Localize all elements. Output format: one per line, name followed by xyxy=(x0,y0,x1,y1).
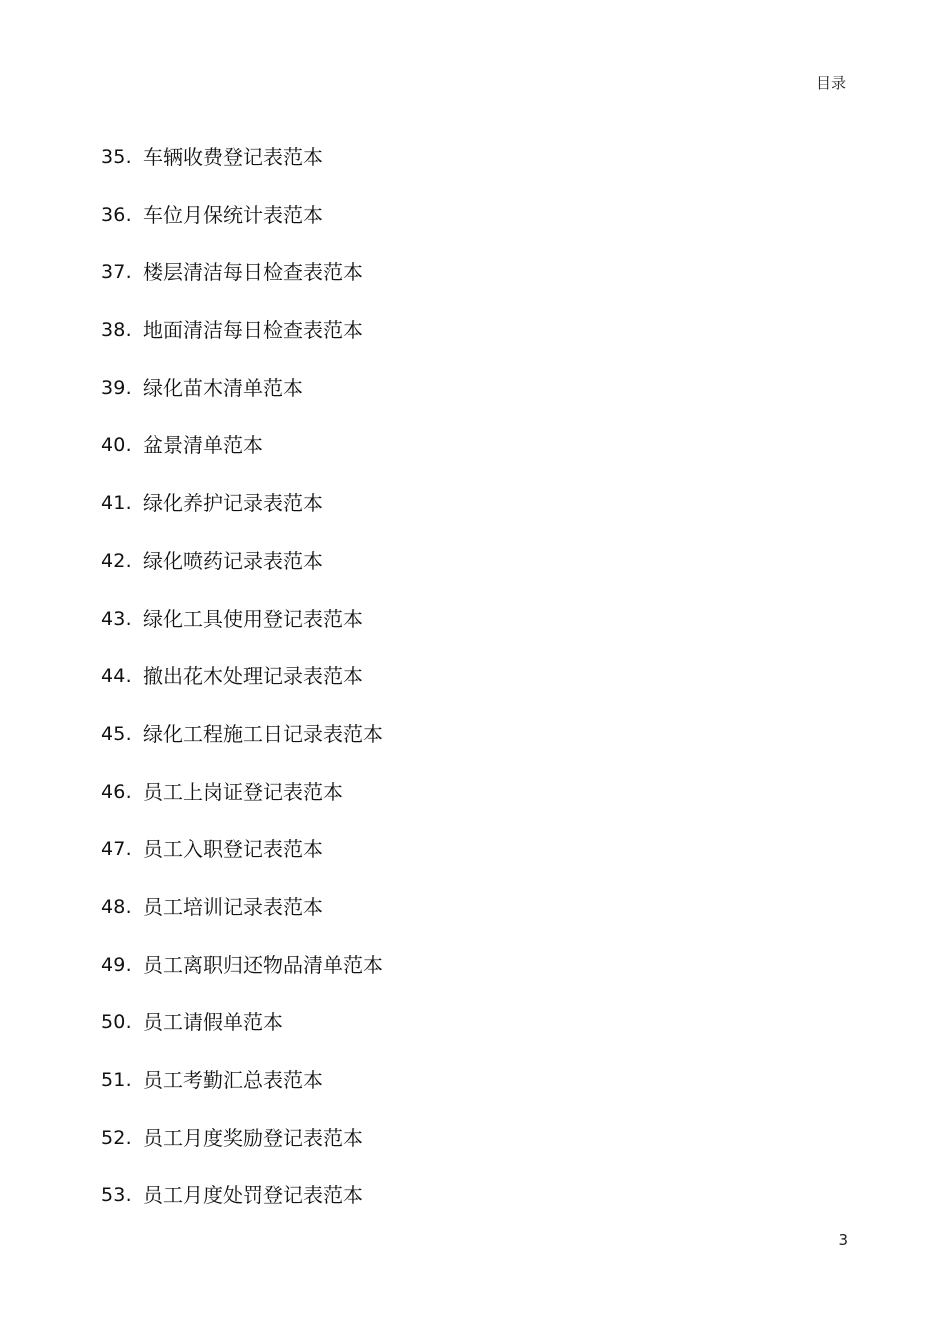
toc-entry xyxy=(101,431,383,489)
toc-entry-number: 35. xyxy=(101,146,132,168)
toc-entry-title: 员工请假单范本 xyxy=(143,1010,283,1035)
toc-entry xyxy=(101,835,383,893)
toc-entry-title: 员工上岗证登记表范本 xyxy=(143,779,343,804)
toc-entry-number: 53. xyxy=(101,1184,132,1207)
toc-entry xyxy=(101,1066,383,1124)
toc-entry xyxy=(101,489,383,547)
toc-entry-number: 50. xyxy=(101,1011,132,1034)
toc-entry-title: 绿化工具使用登记表范本 xyxy=(143,606,363,631)
toc-entry xyxy=(101,951,383,1009)
page-number: 3 xyxy=(838,1231,848,1249)
toc-entry-title: 撤出花木处理记录表范本 xyxy=(143,664,363,689)
toc-entry-number: 52. xyxy=(101,1126,132,1149)
toc-entry-title: 员工月度处罚登记表范本 xyxy=(143,1183,363,1208)
toc-entry-number: 49. xyxy=(101,953,132,976)
toc-entry xyxy=(101,893,383,951)
toc-entry-number: 37. xyxy=(101,261,132,284)
toc-entry-number: 43. xyxy=(101,607,132,630)
toc-entry-number: 47. xyxy=(101,838,132,861)
toc-entry xyxy=(101,374,383,432)
toc-entry xyxy=(101,662,383,720)
toc-entry xyxy=(101,1008,383,1066)
toc-entry-title: 员工入职登记表范本 xyxy=(143,837,323,862)
toc-entry xyxy=(101,258,383,316)
toc-entry-number: 45. xyxy=(101,722,132,745)
toc-entry-title: 车位月保统计表范本 xyxy=(143,202,323,227)
toc-entry-number: 44. xyxy=(101,665,132,688)
toc-entry-title: 员工离职归还物品清单范本 xyxy=(143,952,383,977)
page-header-title: 目录 xyxy=(815,74,846,92)
toc-entry xyxy=(101,316,383,374)
toc-entry-title: 员工培训记录表范本 xyxy=(143,894,323,919)
toc-entry-number: 39. xyxy=(101,376,132,399)
toc-entry-title: 员工考勤汇总表范本 xyxy=(143,1068,323,1092)
toc-entry-title: 盆景清单范本 xyxy=(143,433,263,458)
toc-entry-number: 41. xyxy=(101,492,132,515)
toc-entry-title: 绿化养护记录表范本 xyxy=(143,491,323,516)
table-of-contents xyxy=(101,143,383,1239)
toc-entry-title: 地面清洁每日检查表范本 xyxy=(143,318,363,343)
toc-entry xyxy=(101,547,383,605)
toc-entry-number: 51. xyxy=(101,1069,132,1091)
toc-entry-number: 46. xyxy=(101,780,132,803)
toc-entry xyxy=(101,143,383,201)
toc-entry-title: 绿化工程施工日记录表范本 xyxy=(143,721,383,746)
toc-entry-number: 36. xyxy=(101,203,132,226)
toc-entry-number: 38. xyxy=(101,319,132,342)
toc-entry-number: 40. xyxy=(101,434,132,457)
toc-entry-title: 绿化苗木清单范本 xyxy=(143,375,303,400)
toc-entry-title: 楼层清洁每日检查表范本 xyxy=(143,260,363,285)
toc-entry xyxy=(101,605,383,663)
toc-entry xyxy=(101,1124,383,1182)
toc-entry-title: 绿化喷药记录表范本 xyxy=(143,548,323,573)
toc-entry-number: 48. xyxy=(101,895,132,918)
toc-entry xyxy=(101,720,383,778)
toc-entry xyxy=(101,1181,383,1239)
toc-entry-title: 员工月度奖励登记表范本 xyxy=(143,1125,363,1150)
toc-entry-title: 车辆收费登记表范本 xyxy=(143,145,323,169)
toc-entry xyxy=(101,778,383,836)
toc-entry-number: 42. xyxy=(101,549,132,572)
toc-entry xyxy=(101,201,383,259)
